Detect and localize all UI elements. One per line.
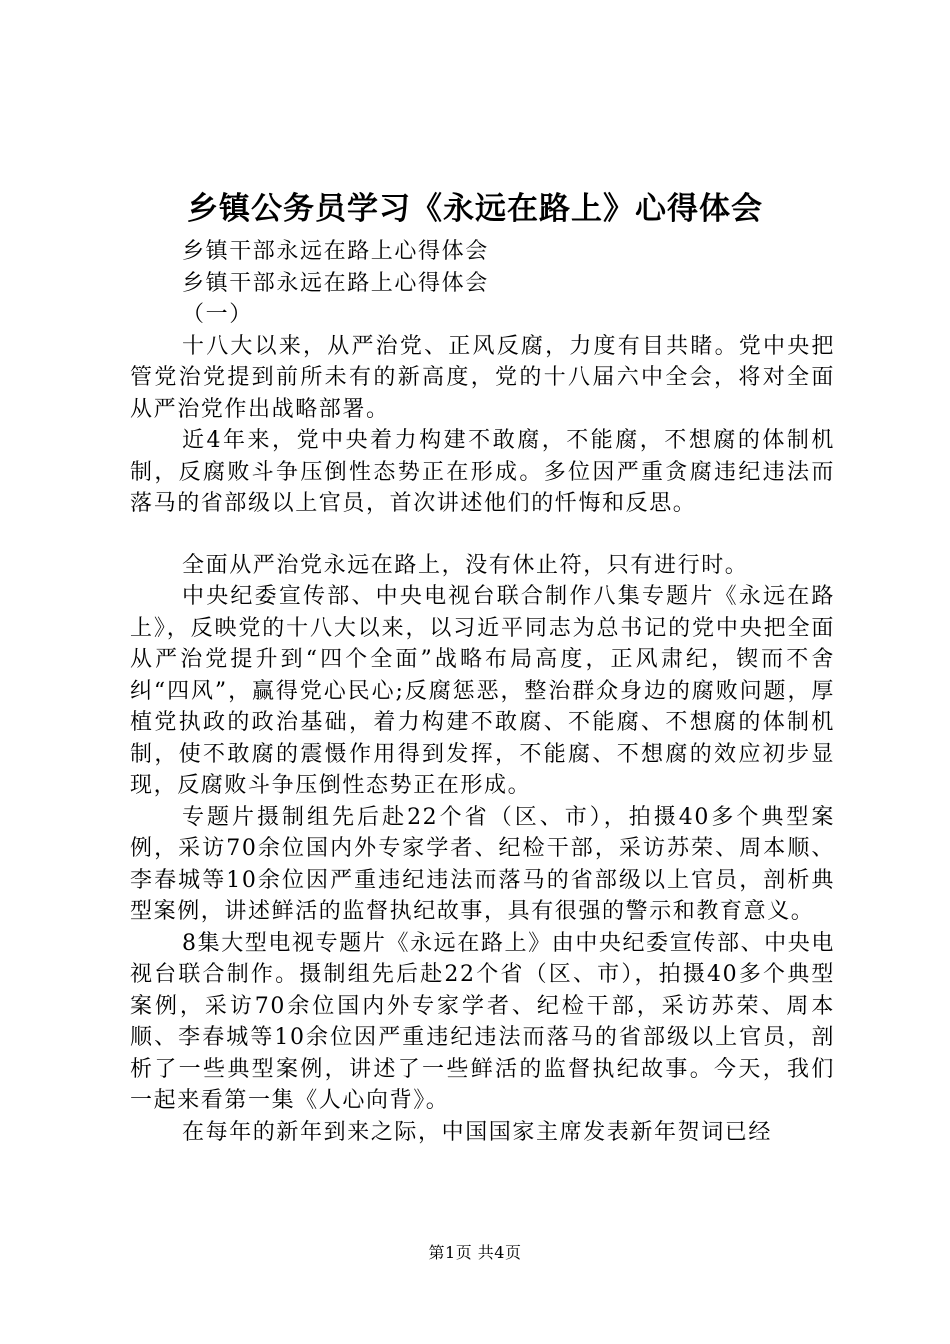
body-paragraph: 十八大以来，从严治党、正风反腐，力度有目共睹。党中央把管党治党提到前所未有的新高度，党的十八届六中全会，将对全面从严治党作出战略部署。: [130, 333, 835, 422]
body-paragraph: 全面从严治党永远在路上，没有休止符，只有进行时。: [182, 552, 749, 578]
section-marker: （一）: [182, 302, 253, 327]
subtitle-line: 乡镇干部永远在路上心得体会: [182, 239, 489, 264]
subtitle-line: 乡镇干部永远在路上心得体会: [182, 270, 489, 296]
document-title: 乡镇公务员学习《永远在路上》心得体会: [187, 191, 763, 227]
body-paragraph: 近4年来，党中央着力构建不敢腐，不能腐，不想腐的体制机制，反腐败斗争压倒性态势正在形成。多位因严重贪腐违纪违法而落马的省部级以上官员，首次讲述他们的忏悔和反思。: [130, 428, 835, 516]
body-paragraph: 中央纪委宣传部、中央电视台联合制作八集专题片《永远在路上》，反映党的十八大以来，以习近平同志为总书记的党中央把全面从严治党提升到“四个全面”战略布局高度，正风肃纪，锲而不舍纠“四风”，赢得党心民心;反腐惩恶，整治群众身边的腐败问题，厚植党执政的政治基础，着力构建不敢腐、不能腐、不想腐的体制机制，使不敢腐的震慑作用得到发挥，不能腐、不想腐的效应初步显现，反腐败斗争压倒性态势正在形成。: [130, 584, 835, 798]
page-footer: 第1页 共4页: [428, 1243, 522, 1262]
body-paragraph: 8集大型电视专题片《永远在路上》由中央纪委宣传部、中央电视台联合制作。摄制组先后赴22个省（区、市），拍摄40多个典型案例，采访70余位国内外专家学者、纪检干部，采访苏荣、周本顺、李春城等10余位因严重违纪违法而落马的省部级以上官员，剖析了一些典型案例，讲述了一些鲜活的监督执纪故事。今天，我们一起来看第一集《人心向背》。: [130, 930, 835, 1113]
body-paragraph: 在每年的新年到来之际，中国国家主席发表新年贺词已经: [182, 1119, 773, 1145]
body-paragraph: 专题片摄制组先后赴22个省（区、市），拍摄40多个典型案例，采访70余位国内外专家学者、纪检干部，采访苏荣、周本顺、李春城等10余位因严重违纪违法而落马的省部级以上官员，剖析典型案例，讲述鲜活的监督执纪故事，具有很强的警示和教育意义。: [130, 804, 835, 924]
document-body: [130, 236, 835, 1148]
